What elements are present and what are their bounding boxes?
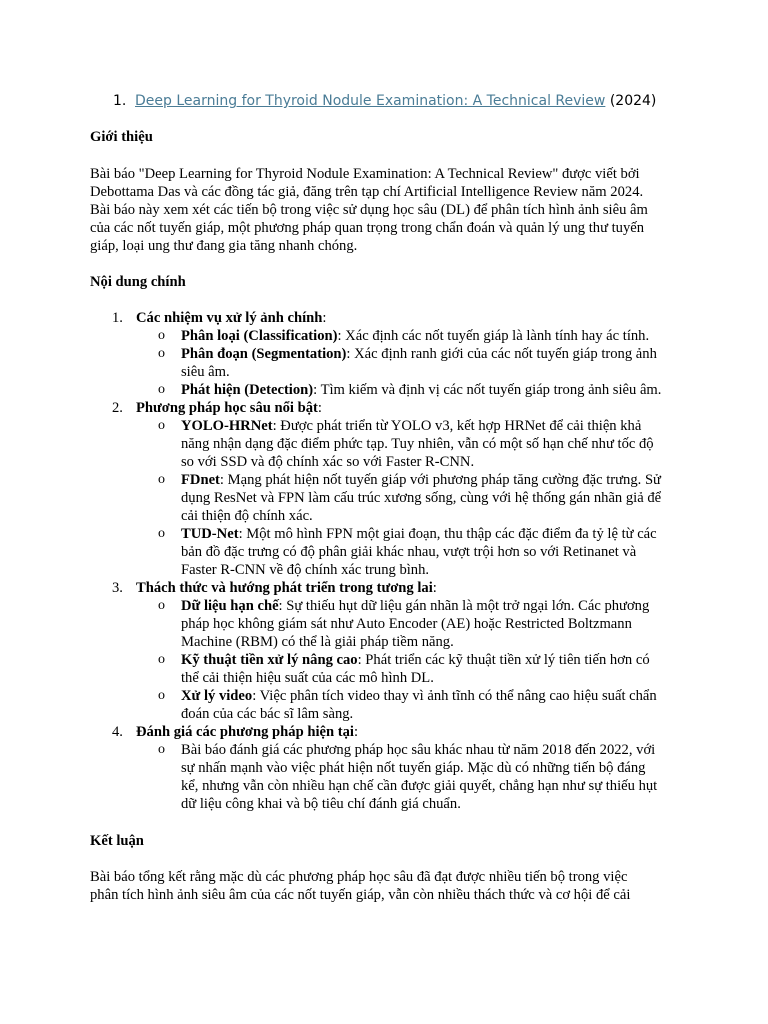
conclusion-paragraph [90, 868, 680, 904]
item-colon: : [317, 400, 322, 416]
sub-item-text: : Xác định các nốt tuyến giáp là lành tính hay ác tính. [337, 328, 650, 344]
sub-item-text: : Mạng phát hiện nốt tuyến giáp với phương pháp tăng cường đặc trưng. Sử [219, 472, 661, 488]
sub-item [90, 381, 690, 399]
reference-number: 1. [113, 93, 127, 109]
sub-item-text: siêu âm. [181, 364, 230, 380]
item-number: 2. [112, 400, 123, 416]
sub-item-text: : Được phát triển từ YOLO v3, kết hợp HRNet để cải thiện khả [272, 418, 642, 434]
intro-line: Bài báo này xem xét các tiến bộ trong việc sử dụng học sâu (DL) để phân tích hình ảnh siêu âm [90, 202, 648, 218]
item-colon: : [322, 310, 327, 326]
item-colon: : [432, 580, 437, 596]
sub-item-term: FDnet [181, 472, 220, 488]
sub-item-text: Faster R-CNN về độ chính xác trung bình. [181, 562, 430, 578]
sub-item [90, 417, 690, 471]
intro-line: giáp, loại ung thư đang gia tăng nhanh chóng. [90, 238, 358, 254]
intro-paragraph [90, 165, 680, 255]
sub-item [90, 471, 690, 525]
intro-line: Bài báo "Deep Learning for Thyroid Nodule Examination: A Technical Review" được viết bởi [90, 166, 640, 182]
item-title: Các nhiệm vụ xử lý ảnh chính [136, 310, 323, 326]
main-content-list [90, 309, 690, 813]
sub-item-text: so với SSD và độ chính xác so với Faster R-CNN. [181, 454, 475, 470]
sub-item-text: dụng ResNet và FPN làm cấu trúc xương sống, cùng với hệ thống gán nhãn giả để [181, 490, 662, 506]
item-title: Phương pháp học sâu nổi bật [136, 400, 318, 416]
sub-item-text: dữ liệu công khai và bộ tiêu chí đánh giá chuẩn. [181, 796, 461, 812]
sub-item-text: cải thiện độ chính xác. [181, 508, 313, 524]
reference-title [113, 91, 656, 111]
sub-item-text: : Xác định ranh giới của các nốt tuyến giáp trong ảnh [346, 346, 657, 362]
bullet-icon: o [158, 598, 165, 613]
sub-item-text: : Phát triển các kỹ thuật tiền xử lý tiên tiến hơn có [357, 652, 650, 668]
list-item [90, 309, 690, 327]
conclusion-heading: Kết luận [90, 833, 144, 849]
sub-item-text: bản đồ đặc trưng có độ phân giải khác nhau, vượt trội hơn so với Retinanet và [181, 544, 637, 560]
sub-item-text: pháp học không giám sát như Auto Encoder (AE) hoặc Restricted Boltzmann [181, 616, 632, 632]
bullet-icon: o [158, 328, 165, 343]
sub-item-term: Phân đoạn (Segmentation) [181, 346, 347, 362]
intro-heading: Giới thiệu [90, 129, 153, 145]
sub-item-text: : Việc phân tích video thay vì ảnh tĩnh có thể nâng cao hiệu suất chẩn [252, 688, 657, 704]
sub-item [90, 327, 690, 345]
sub-item [90, 741, 690, 813]
sub-item [90, 345, 690, 381]
bullet-icon: o [158, 418, 165, 433]
sub-item-text: : Sự thiếu hụt dữ liệu gán nhãn là một trở ngại lớn. Các phương [278, 598, 650, 614]
paper-title-link[interactable]: Deep Learning for Thyroid Nodule Examination: A Technical Review [135, 93, 606, 109]
sub-item-term: Dữ liệu hạn chế [181, 598, 279, 614]
bullet-icon: o [158, 526, 165, 541]
item-number: 3. [112, 580, 123, 596]
bullet-icon: o [158, 346, 165, 361]
sub-item [90, 525, 690, 579]
sub-item-term: Phân loại (Classification) [181, 328, 338, 344]
sub-item-text: Machine (RBM) có thể là giải pháp tiềm năng. [181, 634, 454, 650]
list-item [90, 723, 690, 741]
sub-item-text: năng nhận dạng đặc điểm phức tạp. Tuy nhiên, vẫn có một số hạn chế như tốc độ [181, 436, 654, 452]
item-number: 1. [112, 310, 123, 326]
item-number: 4. [112, 724, 123, 740]
sub-item-term: Xử lý video [181, 688, 253, 704]
sub-item [90, 687, 690, 723]
sub-item [90, 597, 690, 651]
bullet-icon: o [158, 742, 165, 757]
sub-item-text: : Một mô hình FPN một giai đoạn, thu thập các đặc điểm đa tỷ lệ từ các [238, 526, 657, 542]
item-title: Thách thức và hướng phát triển trong tương lai [136, 580, 433, 596]
sub-item-text: sự nhấn mạnh vào việc phát hiện nốt tuyến giáp. Mặc dù có những tiến bộ đáng [181, 760, 646, 776]
bullet-icon: o [158, 652, 165, 667]
list-item [90, 399, 690, 417]
list-item [90, 579, 690, 597]
sub-item-text: đoán của các bác sĩ lâm sàng. [181, 706, 354, 722]
conclusion-line: Bài báo tổng kết rằng mặc dù các phương pháp học sâu đã đạt được nhiều tiến bộ trong việc [90, 869, 628, 885]
sub-item-text: Bài báo đánh giá các phương pháp học sâu khác nhau từ năm 2018 đến 2022, với [181, 742, 656, 758]
bullet-icon: o [158, 382, 165, 397]
bullet-icon: o [158, 688, 165, 703]
item-title: Đánh giá các phương pháp hiện tại [136, 724, 354, 740]
sub-item-term: Phát hiện (Detection) [181, 382, 314, 398]
sub-item-term: Kỹ thuật tiền xử lý nâng cao [181, 652, 358, 668]
item-colon: : [353, 724, 359, 740]
sub-item-text: : Tìm kiếm và định vị các nốt tuyến giáp trong ảnh siêu âm. [313, 382, 662, 398]
main-content-heading: Nội dung chính [90, 274, 186, 290]
conclusion-line: phân tích hình ảnh siêu âm của các nốt tuyến giáp, vẫn còn nhiều thách thức và cơ hội để cải [90, 887, 631, 903]
sub-item-text: kể, nhưng vẫn còn nhiều hạn chế cần được giải quyết, chẳng hạn như sự thiếu hụt [181, 778, 658, 794]
sub-item-text: thể cải thiện hiệu suất của các mô hình DL. [181, 670, 434, 686]
bullet-icon: o [158, 472, 165, 487]
paper-year: (2024) [605, 93, 657, 109]
sub-item-term: TUD-Net [181, 526, 239, 542]
intro-line: Debottama Das và các đồng tác giả, đăng trên tạp chí Artificial Intelligence Review năm 2024. [90, 184, 644, 200]
sub-item-term: YOLO-HRNet [181, 418, 273, 434]
sub-item [90, 651, 690, 687]
intro-line: của các nốt tuyến giáp, một phương pháp quan trọng trong chẩn đoán và quản lý ung thư tuyến [90, 220, 645, 236]
